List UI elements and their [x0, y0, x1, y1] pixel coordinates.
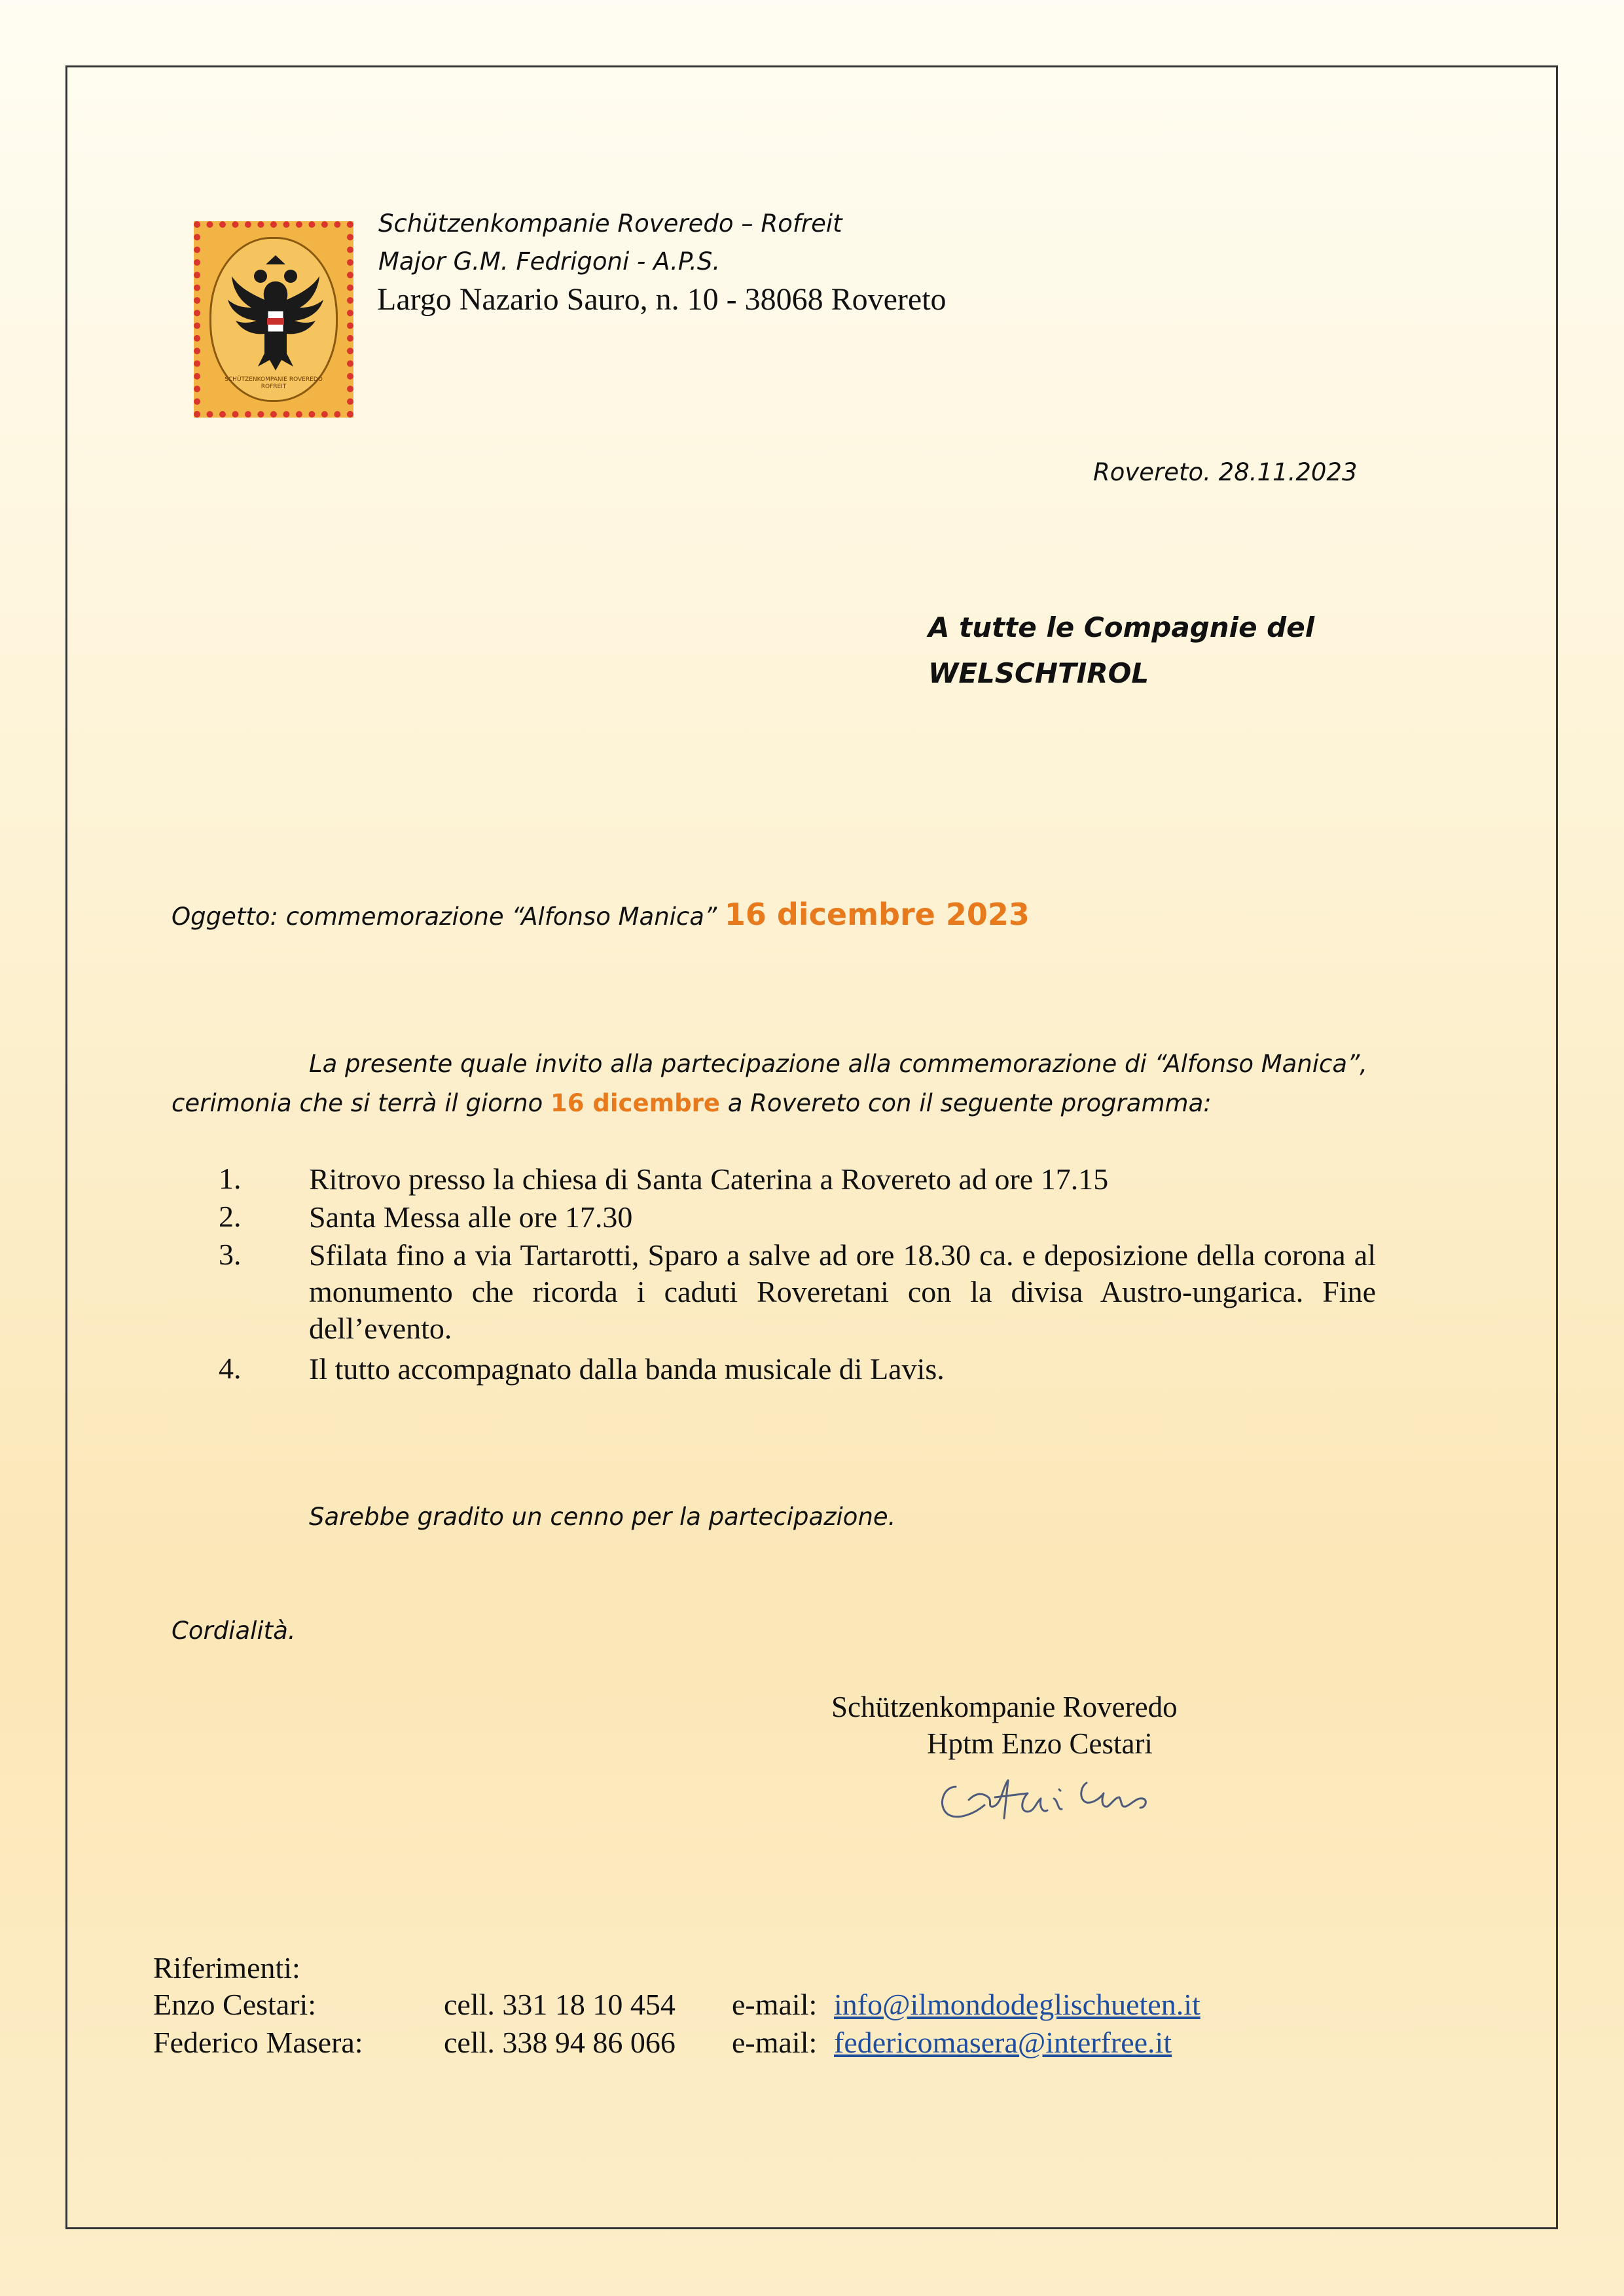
coat-of-arms-stamp	[194, 221, 353, 418]
intro-line-2: cerimonia che si terrà il giorno 16 dicembre a Rovereto con il seguente programma:	[171, 1089, 1212, 1117]
contact-name: Federico Masera:	[153, 2026, 363, 2059]
subject-label: Oggetto: commemorazione “Alfonso Manica”	[171, 903, 717, 931]
contact-email-link[interactable]: federicomasera@interfree.it	[834, 2026, 1172, 2059]
sender-name: Schützenkompanie Roveredo – Rofreit	[378, 209, 842, 238]
sender-address: Largo Nazario Sauro, n. 10 - 38068 Rovereto	[377, 282, 947, 317]
references-title: Riferimenti:	[153, 1951, 300, 1984]
contact-email-link[interactable]: info@ilmondodeglischueten.it	[834, 1988, 1200, 2021]
greeting: Cordialità.	[171, 1617, 296, 1645]
signature-org: Schützenkompanie Roveredo	[831, 1691, 1178, 1723]
sender-major: Major G.M. Fedrigoni - A.P.S.	[378, 247, 721, 276]
addressee-line-1: A tutte le Compagnie del	[928, 611, 1315, 643]
intro-date-highlight: 16 dicembre	[550, 1089, 720, 1117]
contact-email-label: e-mail:	[732, 1988, 818, 2021]
contact-name: Enzo Cestari:	[153, 1988, 317, 2021]
subject-line	[171, 897, 1030, 932]
contact-phone: cell. 331 18 10 454	[444, 1988, 676, 2021]
addressee-line-2: WELSCHTIROL	[928, 657, 1149, 689]
subject-date: 16 dicembre 2023	[724, 897, 1030, 932]
date-line: Rovereto. 28.11.2023	[1093, 458, 1358, 486]
program-list: 1. Ritrovo presso la chiesa di Santa Caterina a Rovereto ad ore 17.15 2. Santa Messa alle ore 17.30 3. Sfilata fino a via Tartarotti, Sparo a salve ad ore 18.30 ca. e deposizione della corona al monumento che ricorda i caduti Roveretani con la divisa Austro-ungarica. Fine dell’evento. 4. Il tutto accompagnato dalla banda musicale di Lavis.	[219, 1162, 1376, 1386]
contact-email-label: e-mail:	[732, 2026, 818, 2059]
handwritten-signature	[929, 1761, 1165, 1833]
stamp-ring-text: SCHÜTZENKOMPANIE ROVEREDO ROFREIT	[225, 376, 323, 390]
closing-request: Sarebbe gradito un cenno per la partecipazione.	[309, 1503, 896, 1531]
signature-name: Hptm Enzo Cestari	[927, 1727, 1153, 1760]
contact-phone: cell. 338 94 86 066	[444, 2026, 676, 2059]
intro-line-1: La presente quale invito alla partecipazione alla commemorazione di “Alfonso Manica”,	[309, 1050, 1367, 1078]
